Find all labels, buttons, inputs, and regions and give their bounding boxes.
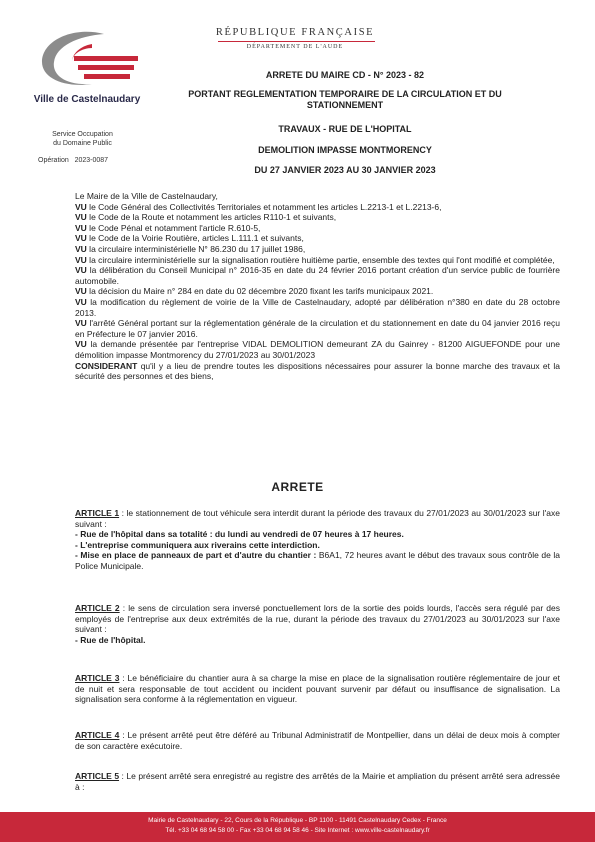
title-line-3: STATIONNEMENT — [306, 100, 384, 110]
title-dates: DU 27 JANVIER 2023 AU 30 JANVIER 2023 — [254, 165, 436, 175]
article-4-text: : Le présent arrêté peut être déféré au Tribunal Administratif de Montpellier, dans un délai de deux mois à compter de son caractère exécutoire. — [75, 730, 560, 751]
footer-contact: Tél. +33 04 68 94 58 00 - Fax +33 04 68 94 58 46 - Site Internet : www.ville-castelnaudary.fr — [165, 827, 430, 834]
service-line-2: du Domaine Public — [53, 140, 112, 147]
article-1-text: : le stationnement de tout véhicule sera interdit durant la période des travaux du 27/01/2023 au 30/01/2023 sur l'axe suivant : — [75, 508, 561, 529]
castelnaudary-logo-icon — [34, 28, 140, 90]
title-line-2: PORTANT REGLEMENTATION TEMPORAIRE DE LA CIRCULATION ET DU — [188, 89, 502, 99]
footer-bar — [0, 812, 595, 842]
article-1-bullet-3: - Mise en place de panneaux de part et d'autre du chantier : B6A1, 72 heures avant le début des travaux sous contrôle de la Police Municipale. — [75, 550, 561, 571]
article-4 — [75, 730, 560, 751]
article-3-label: ARTICLE 3 — [75, 673, 120, 683]
vu-item: VU le Code Général des Collectivités Territoriales et notamment les articles L.2213-1 et L.2213-6, — [75, 201, 442, 212]
preamble — [75, 191, 560, 382]
article-4-label: ARTICLE 4 — [75, 730, 120, 740]
article-1-bullet-2: - L'entreprise communiquera aux riverains cette interdiction. — [75, 539, 320, 550]
arrete-number: ARRETE DU MAIRE CD - N° 2023 - 82 — [265, 70, 425, 80]
vu-item: VU l'arrêté Général portant sur la réglementation générale de la circulation et du stationnement en date du 04 janvier 2016 reçu en Préfecture le 07 janvier 2016. — [75, 318, 560, 339]
vu-item: VU la circulaire interministérielle sur la signalisation routière huitième partie, ensemble des textes qui l'ont modifié et complétée, — [75, 254, 555, 265]
vu-item: VU la circulaire interministérielle N° 86.230 du 17 juillet 1986, — [75, 243, 306, 254]
article-5 — [75, 771, 560, 792]
vu-item: VU la demande présentée par l'entreprise VIDAL DEMOLITION demeurant ZA du Gainrey - 81200 AIGUEFONDE pour une démolition impasse Montmorency du 27/01/2023 au 30/01/2023 — [75, 339, 560, 360]
title-demolition: DEMOLITION IMPASSE MONTMORENCY — [258, 145, 432, 155]
article-2-bullet-1: - Rue de l'hôpital. — [75, 634, 146, 645]
vu-item: VU le Code de la Route et notamment les articles R110-1 et suivants, — [75, 212, 337, 223]
preamble-intro: Le Maire de la Ville de Castelnaudary, — [75, 191, 218, 201]
vu-item: VU le Code Pénal et notamment l'article R.610-5, — [75, 222, 261, 233]
article-5-label: ARTICLE 5 — [75, 771, 120, 781]
article-1 — [75, 508, 560, 572]
service-label — [30, 130, 135, 148]
republique-francaise: RÉPUBLIQUE FRANÇAISE — [215, 27, 375, 38]
article-1-label: ARTICLE 1 — [75, 508, 120, 518]
city-name: Ville de Castelnaudary — [33, 94, 141, 105]
article-2-text: : le sens de circulation sera inversé ponctuellement lors de la sortie des poids lourds, l'accès sera régulé par des employés de l'entreprise aux deux extrémités de la rue, durant la période des travaux du 27/01/2023 au 30/01/2023 sur l'axe suivant : — [75, 603, 560, 635]
departement-label: DÉPARTEMENT DE L'AUDE — [246, 44, 344, 50]
service-line-1: Service Occupation — [52, 131, 113, 138]
footer-address: Mairie de Castelnaudary - 22, Cours de la République - BP 1100 - 11491 Castelnaudary Cedex - France — [148, 817, 447, 824]
operation-number: Opération 2023-0087 — [38, 157, 109, 164]
header-rule — [218, 41, 375, 42]
considerant-item: CONSIDERANT qu'il y a lieu de prendre toutes les dispositions nécessaires pour assurer la bonne marche des travaux et la sécurité des personnes et des biens, — [75, 360, 560, 382]
city-logo — [22, 28, 152, 108]
vu-item: VU la décision du Maire n° 284 en date du 02 décembre 2020 fixant les tarifs municipaux 2021. — [75, 286, 434, 297]
article-3 — [75, 673, 560, 705]
arrete-heading: ARRETE — [271, 480, 324, 494]
article-2 — [75, 603, 560, 645]
vu-item: VU la délibération du Conseil Municipal n° 2016-35 en date du 24 février 2016 portant création d'un service public de fourrière automobile. — [75, 265, 560, 286]
vu-item: VU la modification du règlement de voirie de la Ville de Castelnaudary, adopté par délibération n°380 en date du 28 octobre 2013. — [75, 296, 560, 318]
title-travaux: TRAVAUX - RUE DE L'HOPITAL — [278, 124, 412, 134]
vu-item: VU le Code de la Voirie Routière, articles L.111.1 et suivants, — [75, 233, 304, 244]
article-1-bullet-1: - Rue de l'hôpital dans sa totalité : du lundi au vendredi de 07 heures à 17 heures. — [75, 529, 404, 540]
article-5-text: : Le présent arrêté sera enregistré au registre des arrêtés de la Mairie et ampliation du présent arrêté sera adressée à : — [75, 771, 560, 792]
article-2-label: ARTICLE 2 — [75, 603, 120, 613]
article-3-text: : Le bénéficiaire du chantier aura à sa charge la mise en place de la signalisation routière réglementaire de jour et de nuit et sera responsable de tout accident ou incident pouvant survenir par défaut ou insuffisance de signalisation. La signalisation sera conforme à la réglementation en vigueur. — [75, 673, 561, 705]
